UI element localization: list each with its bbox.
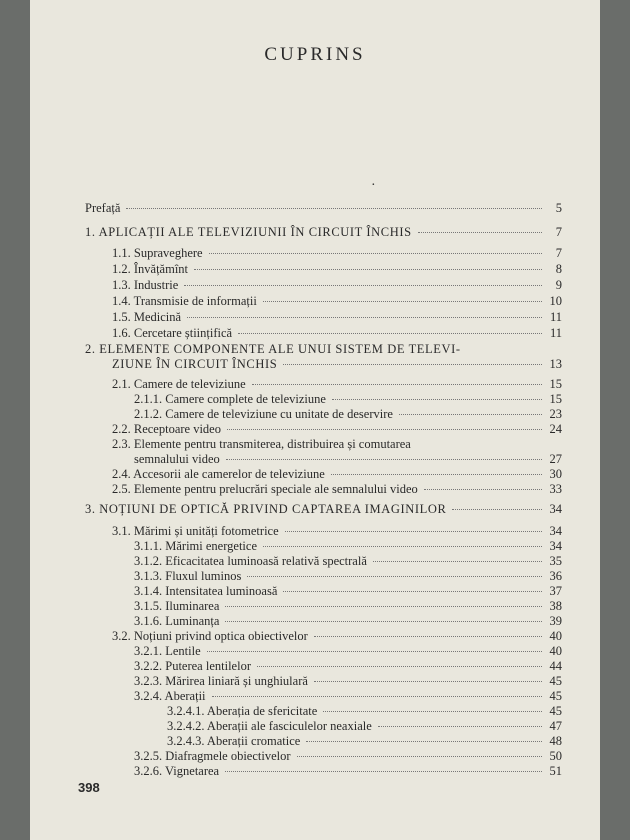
toc-entry: 3.1.5. Iluminarea 38 <box>134 599 562 613</box>
decorative-dot: · <box>371 178 376 193</box>
toc-entry: 2.5. Elemente pentru prelucrări speciale ale semnalului video 33 <box>112 482 562 496</box>
toc-entry: 3.2.3. Mărirea liniară și unghiulară 45 <box>134 674 562 688</box>
table-of-contents <box>30 0 600 840</box>
page-number: 398 <box>78 780 100 795</box>
toc-entry: 2.1.2. Camere de televiziune cu unitate de deservire 23 <box>134 407 562 421</box>
toc-entry: 1. APLICAȚII ALE TELEVIZIUNII ÎN CIRCUIT ÎNCHIS 7 <box>85 225 562 239</box>
toc-entry: 3.1. Mărimi și unități fotometrice 34 <box>112 524 562 538</box>
toc-entry: 3.2.5. Diafragmele obiectivelor 50 <box>134 749 562 763</box>
toc-entry: 1.1. Supraveghere 7 <box>112 246 562 260</box>
toc-entry: 3.2.1. Lentile 40 <box>134 644 562 658</box>
toc-entry: 3.1.4. Intensitatea luminoasă 37 <box>134 584 562 598</box>
toc-entry: ZIUNE ÎN CIRCUIT ÎNCHIS 13 <box>112 357 562 371</box>
page-title: CUPRINS <box>264 44 366 65</box>
toc-entry: 3.2.6. Vignetarea 51 <box>134 764 562 778</box>
toc-entry: 2.4. Accesorii ale camerelor de televiziune 30 <box>112 467 562 481</box>
toc-entry: 2.1.1. Camere complete de televiziune 15 <box>134 392 562 406</box>
toc-entry: 2.1. Camere de televiziune 15 <box>112 377 562 391</box>
toc-entry: 1.4. Transmisie de informații 10 <box>112 294 562 308</box>
toc-entry: 3.2. Noțiuni privind optica obiectivelor 40 <box>112 629 562 643</box>
toc-entry: 3.2.2. Puterea lentilelor 44 <box>134 659 562 673</box>
toc-entry: 3.1.3. Fluxul luminos 36 <box>134 569 562 583</box>
toc-entry: 3.2.4.1. Aberația de sfericitate 45 <box>167 704 562 718</box>
toc-entry: 3.1.6. Luminanța 39 <box>134 614 562 628</box>
toc-entry: 1.2. Învățămînt 8 <box>112 262 562 276</box>
toc-entry: semnalului video 27 <box>134 452 562 466</box>
toc-entry-line: 2. ELEMENTE COMPONENTE ALE UNUI SISTEM DE TELEVI- <box>85 342 461 356</box>
toc-entry: 1.5. Medicină 11 <box>112 310 562 324</box>
toc-entry: 1.6. Cercetare științifică 11 <box>112 326 562 340</box>
toc-entry: 3.1.1. Mărimi energetice 34 <box>134 539 562 553</box>
toc-entry: 2.2. Receptoare video 24 <box>112 422 562 436</box>
toc-entry: 3.1.2. Eficacitatea luminoasă relativă spectrală 35 <box>134 554 562 568</box>
toc-entry: 3.2.4.3. Aberații cromatice 48 <box>167 734 562 748</box>
toc-entry: 3. NOȚIUNI DE OPTICĂ PRIVIND CAPTAREA IMAGINILOR 34 <box>85 502 562 516</box>
book-page <box>30 0 600 840</box>
toc-entry: 3.2.4.2. Aberații ale fasciculelor neaxiale 47 <box>167 719 562 733</box>
toc-entry: 1.3. Industrie 9 <box>112 278 562 292</box>
toc-entry: Prefață 5 <box>85 201 562 215</box>
toc-entry: 3.2.4. Aberații 45 <box>134 689 562 703</box>
toc-entry-line: 2.3. Elemente pentru transmiterea, distribuirea și comutarea <box>112 437 411 451</box>
